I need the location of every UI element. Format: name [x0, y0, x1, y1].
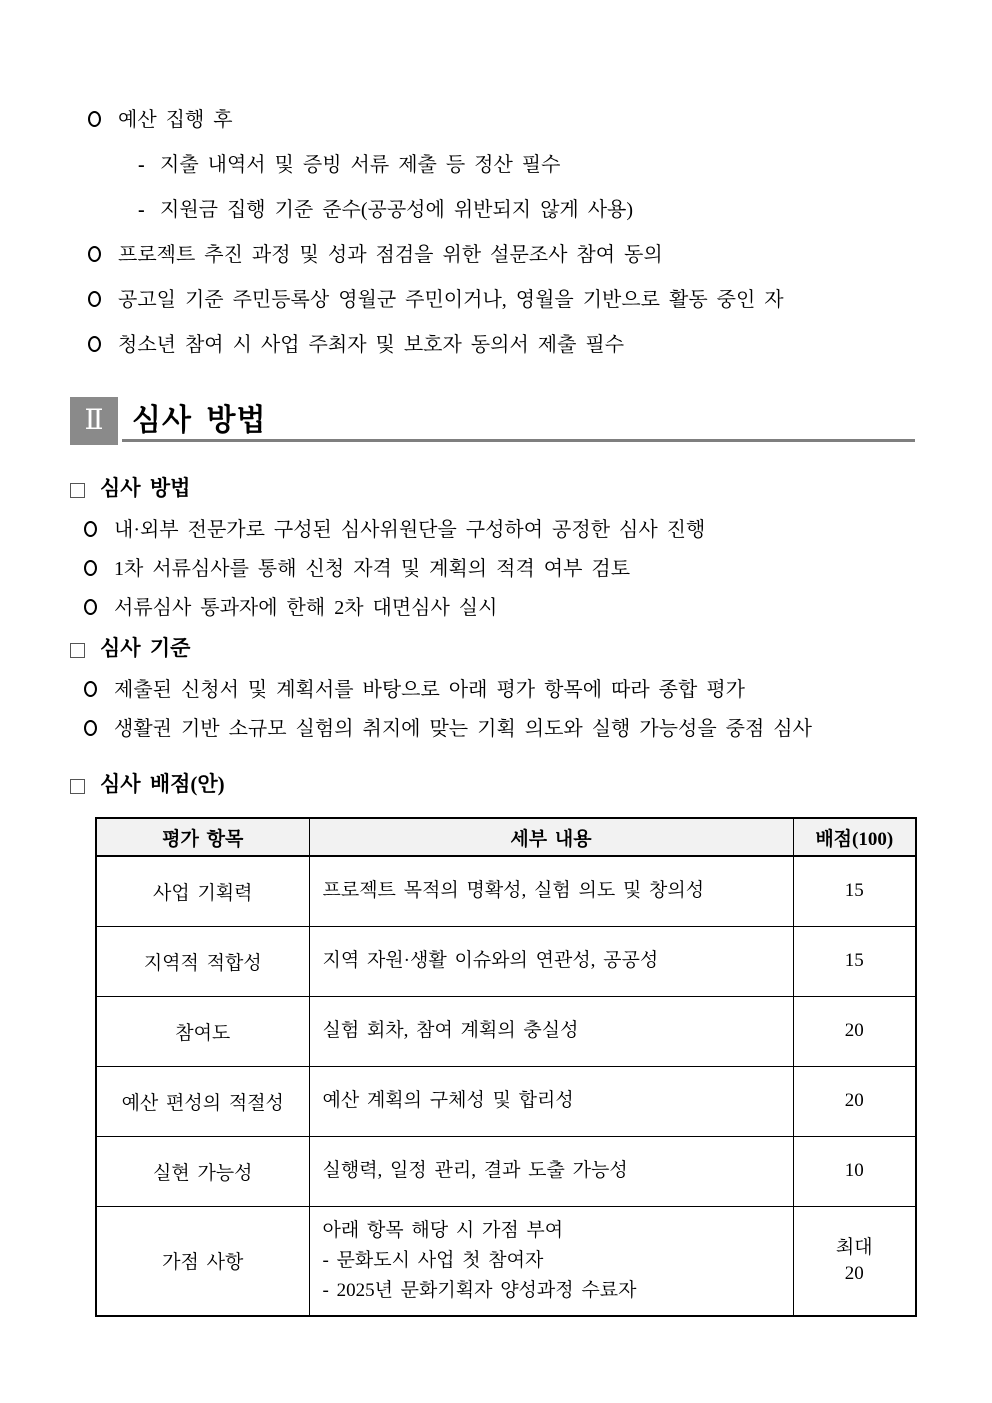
- item-cell: 참여도: [96, 996, 309, 1066]
- subsection-heading-text: 심사 배점(안): [100, 772, 225, 796]
- table-row: [96, 926, 916, 996]
- table-header-row: [96, 818, 916, 856]
- review-criteria-bullets: [84, 678, 915, 741]
- bullet-text: 제출된 신청서 및 계획서를 바탕으로 아래 평가 항목에 따라 종합 평가: [114, 679, 745, 701]
- score-cell: 15: [793, 856, 916, 926]
- detail-cell: [309, 1136, 793, 1206]
- subsection-heading-review-scoring: [70, 772, 915, 799]
- bullet-text: 1차 서류심사를 통해 신청 자격 및 계획의 적격 여부 검토: [114, 558, 631, 580]
- subsection-heading-review-method: [70, 476, 915, 503]
- score-line: 20: [844, 1262, 864, 1284]
- bullet-text: 예산 집행 후: [118, 109, 233, 131]
- bullet-text: 생활권 기반 소규모 실험의 취지에 맞는 기획 의도와 실행 가능성을 중점 심사: [114, 718, 812, 740]
- bullet-item: [84, 596, 915, 620]
- circle-bullet-icon: [88, 333, 118, 352]
- section-title: 심사 방법: [132, 404, 267, 437]
- section-numeral-box: Ⅱ: [70, 397, 118, 445]
- subsection-heading-text: 심사 기준: [100, 636, 191, 660]
- item-cell: 실현 가능성: [96, 1136, 309, 1206]
- column-header-item: 평가 항목: [96, 818, 309, 856]
- sub-bullet-item: [138, 153, 915, 177]
- item-cell: 가점 사항: [96, 1206, 309, 1316]
- score-cell: 15: [793, 926, 916, 996]
- circle-bullet-icon: [88, 288, 118, 307]
- bullet-item: [84, 678, 915, 702]
- dash-bullet-icon: -: [138, 199, 145, 221]
- circle-bullet-icon: [88, 243, 118, 262]
- detail-line: 프로젝트 목적의 명확성, 실험 의도 및 창의성: [322, 880, 705, 902]
- detail-line: 예산 계획의 구체성 및 합리성: [322, 1090, 574, 1111]
- detail-line: 실행력, 일정 관리, 결과 도출 가능성: [322, 1160, 628, 1181]
- item-cell: 사업 기획력: [96, 856, 309, 926]
- circle-bullet-icon: [84, 717, 114, 736]
- bullet-item: [84, 557, 915, 581]
- score-cell: 20: [793, 996, 916, 1066]
- detail-line: - 2025년 문화기획자 양성과정 수료자: [322, 1279, 637, 1301]
- table-row: [96, 856, 916, 926]
- column-header-detail: 세부 내용: [309, 818, 793, 856]
- column-header-score: 배점(100): [793, 818, 916, 856]
- review-method-bullets: [84, 518, 915, 620]
- circle-bullet-icon: [84, 557, 114, 576]
- score-cell: [793, 1206, 916, 1316]
- detail-cell: [309, 856, 793, 926]
- sub-bullet-text: 지원금 집행 기준 준수(공공성에 위반되지 않게 사용): [160, 199, 634, 221]
- table-row: [96, 1066, 916, 1136]
- sub-bullet-item: [138, 198, 915, 222]
- detail-line: - 문화도시 사업 첫 참여자: [322, 1249, 544, 1271]
- bullet-text: 서류심사 통과자에 한해 2차 대면심사 실시: [114, 597, 498, 619]
- detail-cell: [309, 1206, 793, 1316]
- evaluation-score-table: [95, 817, 917, 1317]
- table-row: [96, 1136, 916, 1206]
- bullet-item: [88, 288, 915, 312]
- detail-cell: [309, 996, 793, 1066]
- circle-bullet-icon: [84, 518, 114, 537]
- bullet-text: 청소년 참여 시 사업 주최자 및 보호자 동의서 제출 필수: [118, 334, 625, 356]
- dash-bullet-icon: -: [138, 154, 145, 176]
- bullet-text: 프로젝트 추진 과정 및 성과 점검을 위한 설문조사 참여 동의: [118, 244, 663, 266]
- bullet-item: [84, 717, 915, 741]
- circle-bullet-icon: [88, 108, 118, 127]
- detail-line: 실험 회차, 참여 계획의 충실성: [322, 1020, 579, 1041]
- bullet-item: [88, 243, 915, 267]
- bullet-item: [88, 108, 915, 132]
- detail-line: 지역 자원·생활 이슈와의 연관성, 공공성: [322, 950, 659, 971]
- square-bullet-icon: [70, 772, 100, 799]
- square-bullet-icon: [70, 636, 100, 663]
- sub-bullet-text: 지출 내역서 및 증빙 서류 제출 등 정산 필수: [160, 154, 561, 176]
- detail-line: 아래 항목 해당 시 가점 부여: [322, 1219, 564, 1241]
- square-bullet-icon: [70, 476, 100, 503]
- detail-cell: [309, 1066, 793, 1136]
- detail-cell: [309, 926, 793, 996]
- bullet-text: 내·외부 전문가로 구성된 심사위원단을 구성하여 공정한 심사 진행: [114, 519, 706, 541]
- section-header: [70, 397, 915, 445]
- item-cell: 예산 편성의 적절성: [96, 1066, 309, 1136]
- circle-bullet-icon: [84, 678, 114, 697]
- circle-bullet-icon: [84, 596, 114, 615]
- table-row: [96, 1206, 916, 1316]
- score-cell: 20: [793, 1066, 916, 1136]
- score-cell: 10: [793, 1136, 916, 1206]
- bullet-text: 공고일 기준 주민등록상 영월군 주민이거나, 영월을 기반으로 활동 중인 자: [118, 289, 784, 311]
- bullet-item: [88, 333, 915, 357]
- subsection-heading-text: 심사 방법: [100, 476, 191, 500]
- section-underline: [122, 439, 915, 442]
- table-row: [96, 996, 916, 1066]
- score-line: 최대: [835, 1236, 873, 1258]
- subsection-heading-review-criteria: [70, 636, 915, 663]
- item-cell: 지역적 적합성: [96, 926, 309, 996]
- intro-bullet-list: [88, 108, 915, 357]
- bullet-item: [84, 518, 915, 542]
